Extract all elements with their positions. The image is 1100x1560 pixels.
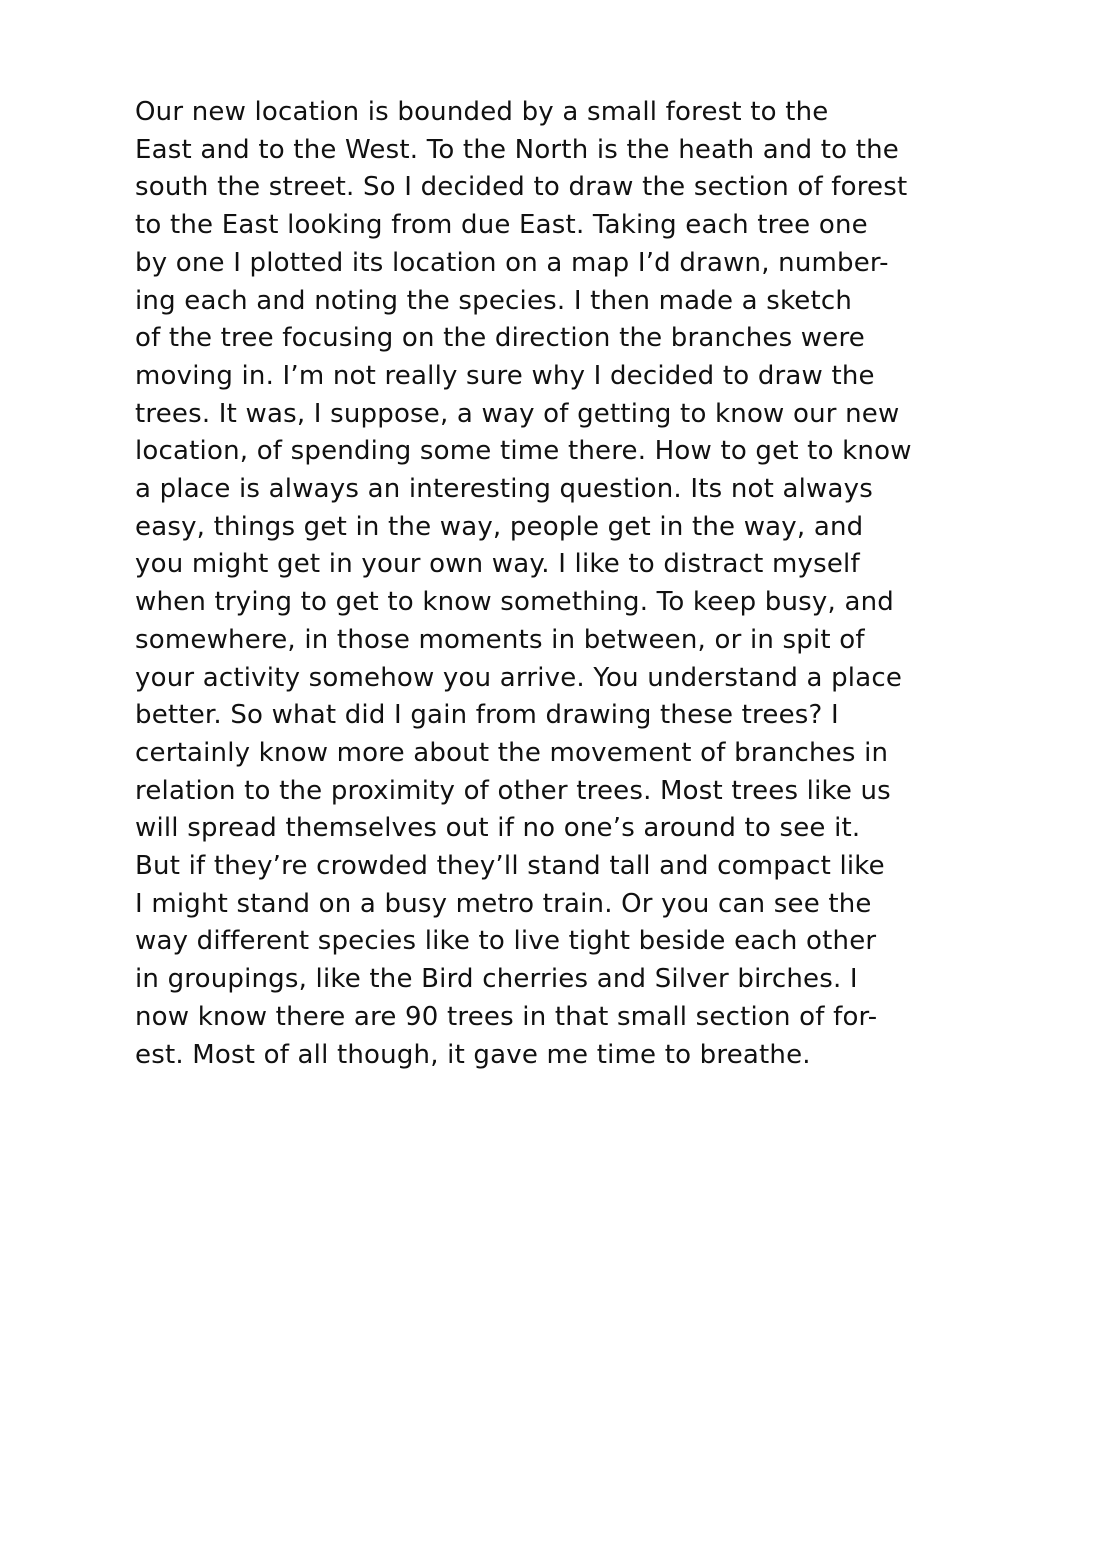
text-line: I might stand on a busy metro train. Or you can see the: [135, 888, 872, 919]
text-line: now know there are 90 trees in that small section of for-: [135, 1001, 878, 1032]
text-line: by one I plotted its location on a map I’d drawn, number-: [135, 247, 889, 278]
text-line: better. So what did I gain from drawing these trees? I: [135, 700, 839, 731]
text-line: in groupings, like the Bird cherries and Silver birches. I: [135, 964, 858, 995]
text-line: south the street. So I decided to draw the section of forest: [135, 172, 908, 203]
text-line: trees. It was, I suppose, a way of getting to know our new: [135, 398, 900, 429]
text-line: to the East looking from due East. Taking each tree one: [135, 210, 868, 241]
text-line: way different species like to live tight beside each other: [135, 926, 877, 957]
text-line: But if they’re crowded they’ll stand tall and compact like: [135, 851, 885, 882]
text-line: of the tree focusing on the direction the branches were: [135, 323, 865, 354]
text-line: moving in. I’m not really sure why I decided to draw the: [135, 360, 875, 391]
text-line: somewhere, in those moments in between, or in spit of: [135, 624, 865, 655]
text-line: est. Most of all though, it gave me time to breathe.: [135, 1039, 811, 1070]
body-paragraph: [135, 94, 1015, 1074]
text-line: Our new location is bounded by a small forest to the: [135, 97, 829, 127]
text-line: East and to the West. To the North is the heath and to the: [135, 134, 899, 165]
text-line: a place is always an interesting question. Its not always: [135, 474, 873, 505]
text-line: ing each and noting the species. I then made a sketch: [135, 285, 853, 316]
text-line: will spread themselves out if no one’s around to see it.: [135, 813, 861, 844]
text-line: easy, things get in the way, people get in the way, and: [135, 511, 864, 542]
text-line: your activity somehow you arrive. You understand a place: [135, 662, 903, 693]
text-line: location, of spending some time there. How to get to know: [135, 436, 912, 467]
text-line: when trying to get to know something. To keep busy, and: [135, 587, 894, 618]
text-line: you might get in your own way. I like to distract myself: [135, 549, 860, 580]
text-line: relation to the proximity of other trees. Most trees like us: [135, 775, 891, 806]
text-line: certainly know more about the movement of branches in: [135, 737, 889, 768]
